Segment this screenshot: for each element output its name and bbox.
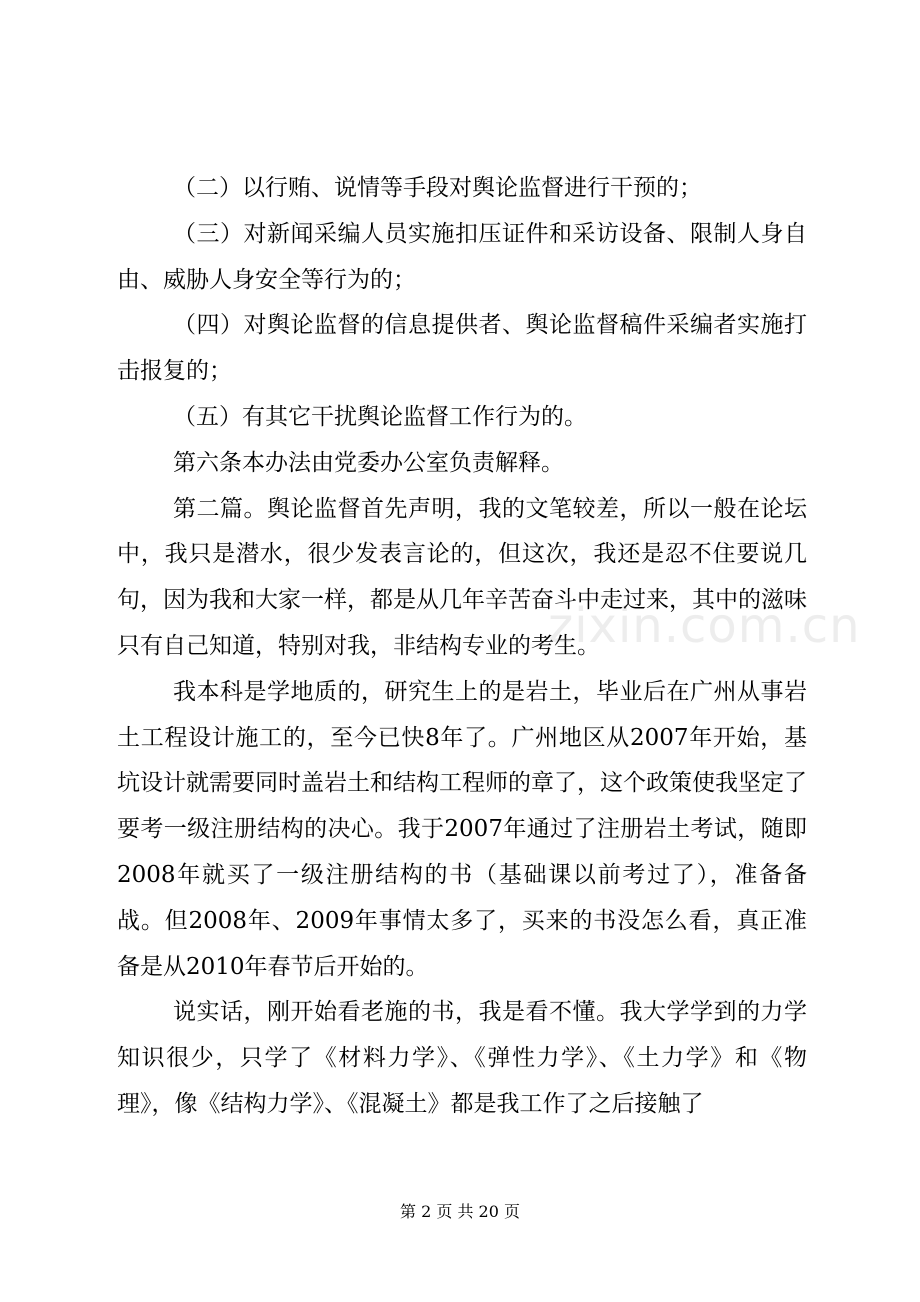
part-two-intro-paragraph: 第二篇。舆论监督首先声明，我的文笔较差，所以一般在论坛中，我只是潜水，很少发表言论的，但这次，我还是忍不住要说几句，因为我和大家一样，都是从几年辛苦奋斗中走过来，其中的滋味只有自己知道，特别对我，非结构专业的考生。 — [117, 495, 807, 659]
document-body — [117, 166, 807, 1128]
study-experience-paragraph: 说实话，刚开始看老施的书，我是看不懂。我大学学到的力学知识很少，只学了《材料力学》、《弹性力学》、《土力学》和《物理》，像《结构力学》、《混凝土》都是我工作了之后接触了 — [117, 999, 807, 1117]
paragraph-item-5: （五）有其它干扰舆论监督工作行为的。 — [173, 403, 587, 430]
page-footer: 第 2 页 共 20 页 — [400, 1202, 520, 1221]
article-six-paragraph: 第六条本办法由党委办公室负责解释。 — [173, 449, 564, 476]
paragraph-item-2: （二）以行贿、说情等手段对舆论监督进行干预的； — [173, 175, 702, 201]
background-paragraph: 我本科是学地质的，研究生上的是岩土，毕业后在广州从事岩土工程设计施工的，至今已快8年了。广州地区从2007年开始，基坑设计就需要同时盖岩土和结构工程师的章了，这个政策使我坚定了要考一级注册结构的决心。我于2007年通过了注册岩土考试，随即2008年就买了一级注册结构的书（基础课以前考过了），准备备战。但2008年、2009年事情太多了，买来的书没怎么看，真正准备是从2010年春节后开始的。 — [117, 678, 807, 980]
watermark-logo: zixin.com.cn — [548, 598, 861, 654]
paragraph-item-4: （四）对舆论监督的信息提供者、舆论监督稿件采编者实施打击报复的； — [117, 312, 807, 385]
paragraph-item-3: （三）对新闻采编人员实施扣压证件和采访设备、限制人身自由、威胁人身安全等行为的； — [117, 220, 807, 293]
